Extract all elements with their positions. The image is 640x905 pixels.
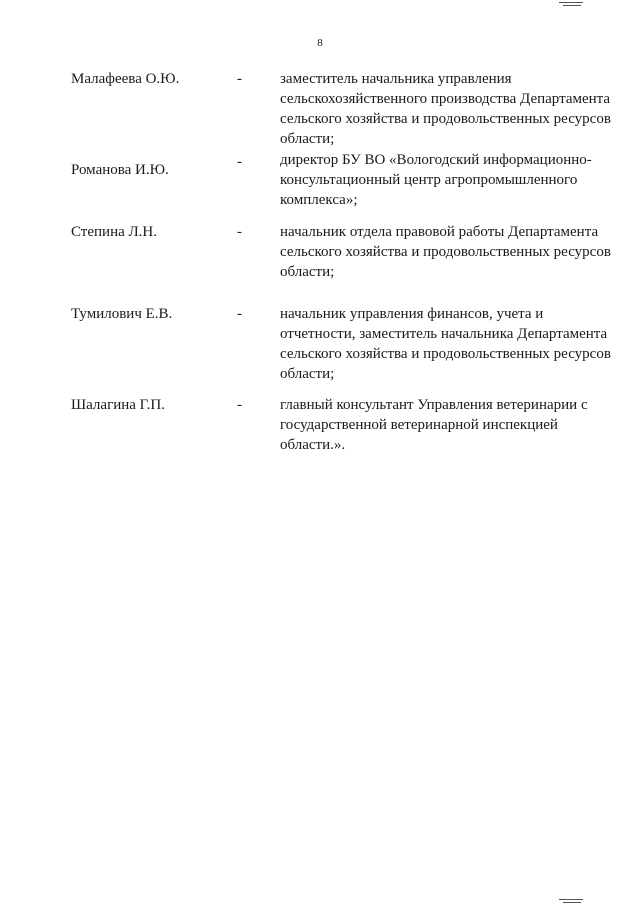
position-line: области; — [280, 264, 335, 280]
position-line: комплекса»; — [280, 192, 358, 208]
position-description — [280, 150, 620, 210]
position-line: заместитель начальника управления — [280, 71, 512, 87]
scan-mark-line — [563, 902, 581, 903]
position-line: области; — [280, 366, 335, 382]
separator-dash: - — [237, 397, 242, 413]
page-number: 8 — [317, 37, 323, 49]
position-line: сельского хозяйства и продовольственных ресурсов — [280, 244, 611, 260]
person-name: Шалагина Г.П. — [71, 397, 165, 413]
person-name: Романова И.Ю. — [71, 162, 169, 178]
position-line: сельского хозяйства и продовольственных ресурсов — [280, 111, 611, 127]
position-line: начальник отдела правовой работы Департамента — [280, 224, 599, 240]
position-line: области.». — [280, 437, 346, 453]
position-description — [280, 69, 620, 149]
scan-mark-line — [559, 899, 583, 900]
separator-dash: - — [237, 224, 242, 240]
position-line: сельскохозяйственного производства Департамента — [280, 91, 611, 107]
separator-dash: - — [237, 154, 242, 170]
person-name: Тумилович Е.В. — [71, 306, 173, 322]
position-description — [280, 222, 620, 282]
separator-dash: - — [237, 306, 242, 322]
position-line: области; — [280, 131, 335, 147]
position-description — [280, 395, 620, 455]
person-name: Степина Л.Н. — [71, 224, 158, 240]
position-line: директор БУ ВО «Вологодский информационно- — [280, 152, 592, 168]
position-line: начальник управления финансов, учета и — [280, 306, 544, 322]
scan-mark-line — [563, 5, 581, 6]
position-line: консультационный центр агропромышленного — [280, 172, 578, 188]
scan-mark-line — [559, 2, 583, 3]
separator-dash: - — [237, 71, 242, 87]
position-description — [280, 304, 620, 384]
person-name: Малафеева О.Ю. — [71, 71, 180, 87]
position-line: отчетности, заместитель начальника Департамента — [280, 326, 608, 342]
position-line: главный консультант Управления ветеринарии с — [280, 397, 588, 413]
position-line: сельского хозяйства и продовольственных ресурсов — [280, 346, 611, 362]
position-line: государственной ветеринарной инспекцией — [280, 417, 558, 433]
